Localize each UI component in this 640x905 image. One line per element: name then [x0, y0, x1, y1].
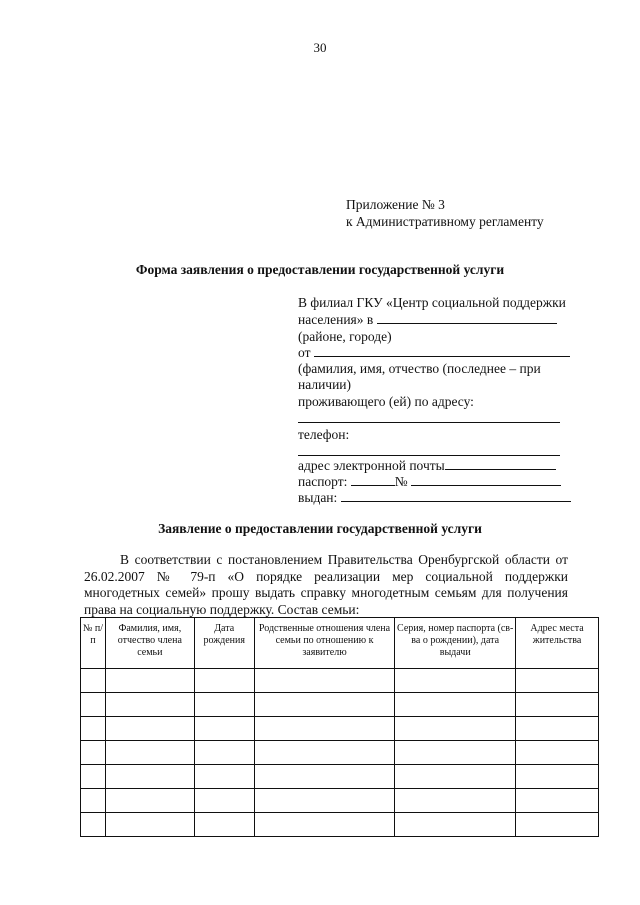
table-row	[81, 717, 599, 741]
table-cell[interactable]	[105, 717, 194, 741]
table-cell[interactable]	[81, 717, 106, 741]
table-cell[interactable]	[81, 693, 106, 717]
phone-blank[interactable]	[298, 455, 560, 456]
statement-paragraph: В соответствии с постановлением Правительства Оренбургской области от 26.02.2007 № 79-п «О порядке реализации мер социальной поддержки многодетных семей» прошу выдать справку многодетным семьям для получения права на социальную поддержку. Состав семьи:	[84, 552, 568, 617]
table-cell[interactable]	[194, 789, 254, 813]
table-header-row	[81, 618, 599, 669]
table-row	[81, 765, 599, 789]
table-cell[interactable]	[105, 813, 194, 837]
table-cell[interactable]	[395, 813, 516, 837]
table-cell[interactable]	[254, 789, 395, 813]
table-cell[interactable]	[395, 789, 516, 813]
page-number: 30	[313, 40, 327, 55]
table-cell[interactable]	[395, 717, 516, 741]
table-cell[interactable]	[516, 693, 599, 717]
phone-label: телефон:	[298, 427, 350, 442]
email-blank[interactable]	[445, 457, 556, 470]
email-label: адрес электронной почты	[298, 458, 445, 473]
passport-number-blank[interactable]	[411, 473, 561, 486]
table-row	[81, 669, 599, 693]
issued-by-blank[interactable]	[341, 489, 571, 502]
addressee-line-1: В филиал ГКУ «Центр социальной поддержки	[298, 295, 566, 310]
statement-title: Заявление о предоставлении государственной услуги	[158, 521, 482, 536]
table-cell[interactable]	[105, 669, 194, 693]
table-cell[interactable]	[254, 813, 395, 837]
table-body	[81, 669, 599, 837]
issued-label: выдан:	[298, 490, 338, 505]
appendix-line-1: Приложение № 3	[346, 197, 445, 212]
table-cell[interactable]	[81, 765, 106, 789]
form-title: Форма заявления о предоставлении государственной услуги	[135, 262, 505, 277]
table-row	[81, 789, 599, 813]
passport-line	[298, 473, 561, 490]
col-document-header: Серия, номер паспорта (св-ва о рождении), дата выдачи	[395, 618, 516, 669]
col-name-header: Фамилия, имя, отчество члена семьи	[105, 618, 194, 669]
col-address-header: Адрес места жительства	[516, 618, 599, 669]
table-cell[interactable]	[194, 669, 254, 693]
table-cell[interactable]	[254, 765, 395, 789]
table-cell[interactable]	[516, 669, 599, 693]
district-hint: (районе, городе)	[298, 329, 392, 344]
col-birthdate-header: Дата рождения	[194, 618, 254, 669]
passport-number-label: №	[394, 474, 408, 489]
table-cell[interactable]	[194, 717, 254, 741]
addressee-line-2	[298, 311, 557, 328]
table-row	[81, 813, 599, 837]
appendix-line-2: к Административному регламенту	[346, 214, 544, 229]
from-line	[298, 344, 570, 361]
col-relationship-header: Родственные отношения члена семьи по отношению к заявителю	[254, 618, 395, 669]
table-cell[interactable]	[81, 669, 106, 693]
table-cell[interactable]	[194, 765, 254, 789]
table-cell[interactable]	[516, 789, 599, 813]
residence-label: проживающего (ей) по адресу:	[298, 394, 474, 409]
table-cell[interactable]	[254, 717, 395, 741]
table-cell[interactable]	[105, 693, 194, 717]
table-cell[interactable]	[105, 789, 194, 813]
col-number-header: № п/п	[81, 618, 106, 669]
address-blank[interactable]	[298, 422, 560, 423]
table-cell[interactable]	[516, 717, 599, 741]
table-cell[interactable]	[194, 813, 254, 837]
passport-series-blank[interactable]	[351, 473, 395, 486]
from-label: от	[298, 345, 311, 360]
table-cell[interactable]	[516, 765, 599, 789]
table-cell[interactable]	[516, 741, 599, 765]
table-cell[interactable]	[516, 813, 599, 837]
table-cell[interactable]	[81, 741, 106, 765]
district-blank[interactable]	[377, 311, 557, 324]
table-cell[interactable]	[254, 669, 395, 693]
name-hint-line-2: наличии)	[298, 377, 352, 392]
table-row	[81, 741, 599, 765]
passport-label: паспорт:	[298, 474, 348, 489]
table-cell[interactable]	[194, 693, 254, 717]
table-cell[interactable]	[395, 693, 516, 717]
applicant-name-blank[interactable]	[314, 344, 570, 357]
table-cell[interactable]	[105, 765, 194, 789]
name-hint-line-1: (фамилия, имя, отчество (последнее – при	[298, 361, 541, 376]
table-cell[interactable]	[81, 789, 106, 813]
table-cell[interactable]	[395, 669, 516, 693]
table-cell[interactable]	[254, 741, 395, 765]
email-line	[298, 457, 556, 474]
table-cell[interactable]	[395, 765, 516, 789]
table-row	[81, 693, 599, 717]
table-cell[interactable]	[81, 813, 106, 837]
table-cell[interactable]	[105, 741, 194, 765]
family-composition-table	[80, 617, 599, 837]
table-cell[interactable]	[395, 741, 516, 765]
table-cell[interactable]	[254, 693, 395, 717]
table-cell[interactable]	[194, 741, 254, 765]
issued-line	[298, 489, 571, 506]
addressee-line-2-label: населения» в	[298, 312, 374, 327]
